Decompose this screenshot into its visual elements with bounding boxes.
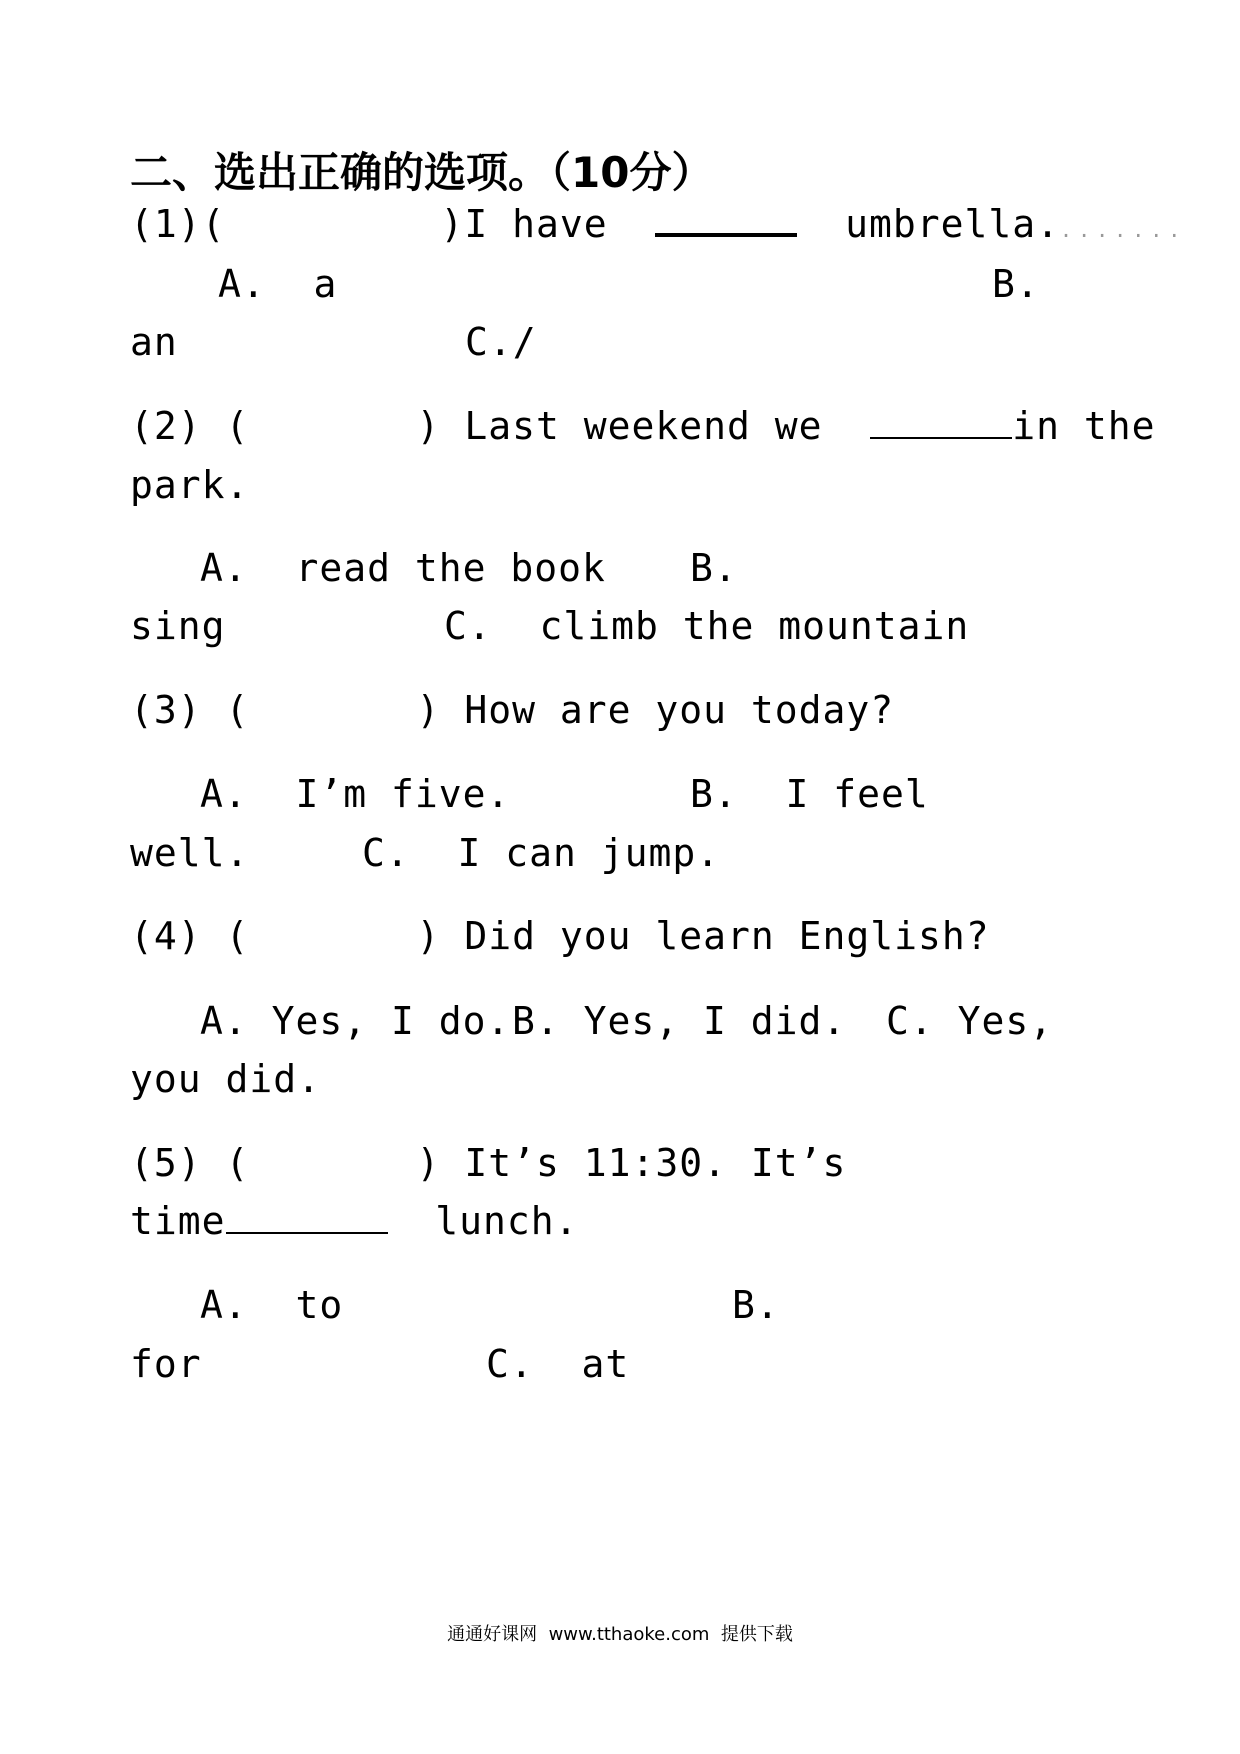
answer-bracket[interactable]: ( ) (225, 1141, 441, 1185)
answer-bracket[interactable]: ( ) (225, 914, 441, 958)
option-b-continued: an (130, 320, 178, 364)
question-number: (3) (130, 688, 202, 732)
question-number: (5) (130, 1141, 202, 1185)
option-c-continued: you did. (130, 1057, 322, 1101)
question-number: (2) (130, 404, 202, 448)
answer-bracket[interactable]: ( ) (225, 404, 441, 448)
fill-blank[interactable] (226, 1231, 388, 1234)
answer-bracket[interactable]: ( ) (225, 688, 441, 732)
question-2-stem-continued: park. (130, 463, 250, 507)
option-c[interactable]: C. Yes, (886, 999, 1054, 1043)
fill-blank[interactable] (870, 436, 1012, 439)
option-b[interactable]: B. (992, 262, 1040, 306)
footer-watermark: 通通好课网 www.tthaoke.com 提供下载 (447, 1624, 793, 1645)
option-b[interactable]: B. I feel (690, 772, 929, 816)
option-b-continued: sing (130, 604, 226, 648)
option-c[interactable]: C. at (486, 1342, 630, 1386)
question-5-stem: (5) ( ) It’s 11:30. It’s (130, 1141, 847, 1185)
option-a[interactable]: A. read the book (200, 546, 606, 590)
section-title: 二、选出正确的选项。（10分） (130, 148, 714, 197)
option-c[interactable]: C. climb the mountain (444, 604, 970, 648)
option-a[interactable]: A. a (218, 262, 338, 306)
option-c[interactable]: C./ (465, 320, 537, 364)
option-b[interactable]: B. (690, 546, 738, 590)
answer-bracket[interactable]: ( ) (201, 202, 465, 246)
dotted-leader: ....... (1060, 218, 1187, 242)
option-b[interactable]: B. Yes, I did. (512, 999, 847, 1043)
option-a[interactable]: A. I’m five. (200, 772, 511, 816)
fill-blank[interactable] (655, 232, 797, 237)
question-3-stem: (3) ( ) How are you today? (130, 688, 895, 732)
question-2-stem: (2) ( ) Last weekend we in the (130, 404, 1156, 448)
question-number: (4) (130, 914, 202, 958)
option-c[interactable]: C. I can jump. (362, 831, 721, 875)
option-b-continued: well. (130, 831, 250, 875)
question-5-stem-continued: time lunch. (130, 1199, 579, 1243)
question-1-stem: (1)( )I have umbrella........ (130, 202, 1187, 246)
option-b-continued: for (130, 1342, 202, 1386)
question-number: (1) (130, 202, 202, 246)
option-b[interactable]: B. (732, 1283, 780, 1327)
option-a[interactable]: A. Yes, I do. (200, 999, 511, 1043)
question-4-stem: (4) ( ) Did you learn English? (130, 914, 990, 958)
option-a[interactable]: A. to (200, 1283, 344, 1327)
